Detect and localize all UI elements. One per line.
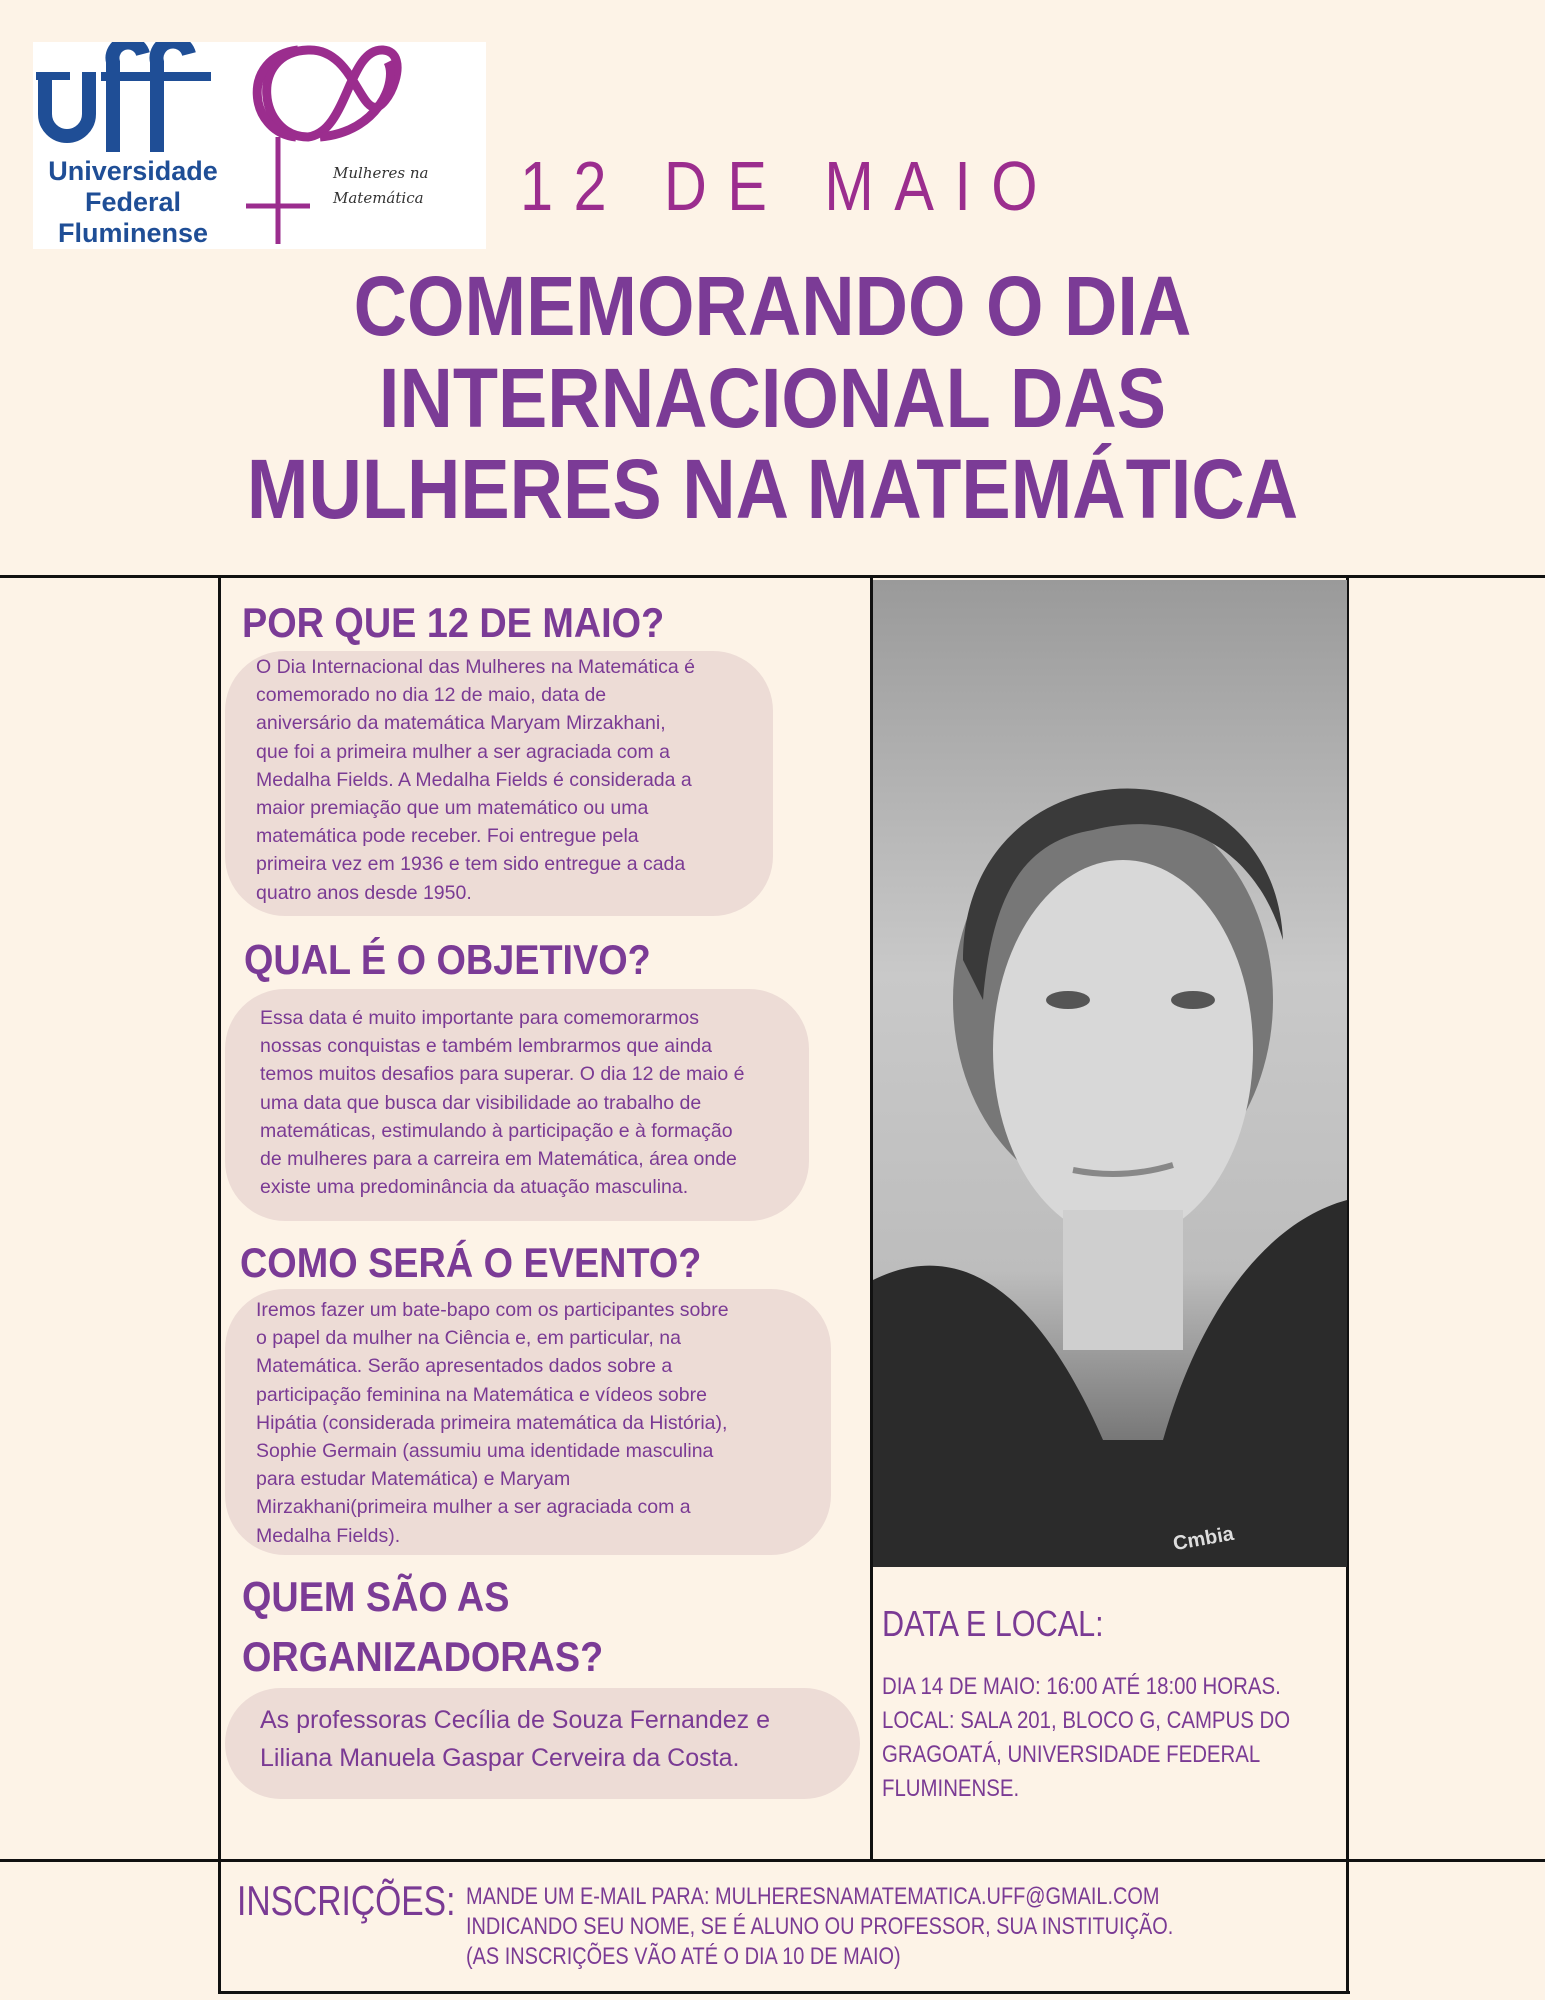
- registration-label: INSCRIÇÕES:: [237, 1877, 456, 1924]
- section-heading: QUEM SÃO AS ORGANIZADORAS?: [242, 1573, 604, 1680]
- uff-name-line: Universidade: [48, 156, 218, 186]
- mnm-logo-text: Matemática: [333, 189, 424, 207]
- section-heading: COMO SERÁ O EVENTO?: [240, 1239, 702, 1286]
- uff-name-line: Federal: [84, 187, 182, 217]
- divider: [0, 1859, 1545, 1862]
- date-location-heading: DATA E LOCAL:: [882, 1603, 1104, 1644]
- registration-details: [466, 1882, 1173, 1972]
- jacket-brand-text: Cmbia: [1171, 1522, 1236, 1556]
- logo-block: [33, 42, 486, 249]
- divider: [0, 575, 1545, 578]
- uff-logo-mark: [33, 42, 233, 152]
- date-location-text: DIA 14 DE MAIO: 16:00 ATÉ 18:00 HORAS. LOCAL: SALA 201, BLOCO G, CAMPUS DO GRAGOATÁ, UNIVERSIDADE FEDERAL FLUMINENSE.: [882, 1673, 1291, 1802]
- page-title-line: COMEMORANDO O DIA: [353, 259, 1192, 353]
- event-date: 12 DE MAIO: [520, 147, 1058, 225]
- section-text: O Dia Internacional das Mulheres na Matemática é comemorado no dia 12 de maio, data de aniversário da matemática Maryam Mirzakhani, que foi a primeira mulher a ser agraciada com a Medalha Fields. A Medalha Fields é considerada a maior premiação que um matemático ou uma matemática pode receber. Foi entregue pela primeira vez em 1936 e tem sido entregue a cada quatro anos desde 1950.: [256, 656, 695, 904]
- page-title-line: MULHERES NA MATEMÁTICA: [246, 442, 1299, 536]
- registration-info-line: INDICANDO SEU NOME, SE É ALUNO OU PROFESSOR, SUA INSTITUIÇÃO.: [466, 1913, 1174, 1940]
- uff-name-line: Fluminense: [57, 218, 209, 248]
- section-heading: POR QUE 12 DE MAIO?: [242, 599, 665, 646]
- divider: [219, 1991, 1350, 1994]
- registration-email-line[interactable]: MANDE UM E-MAIL PARA: MULHERESNAMATEMATICA.UFF@GMAIL.COM: [466, 1883, 1160, 1910]
- section-text: As professoras Cecília de Souza Fernandez e Liliana Manuela Gaspar Cerveira da Costa.: [260, 1706, 770, 1772]
- section-heading: QUAL É O OBJETIVO?: [244, 936, 651, 983]
- section-text: Iremos fazer um bate-bapo com os participantes sobre o papel da mulher na Ciência e, em particular, na Matemática. Serão apresentados dados sobre a participação feminina na Matemática e vídeos sobre Hipátia (considerada primeira matemática da História), Sophie Germain (assumiu uma identidade masculina para estudar Matemática) e Maryam Mirzakhani(primeira mulher a ser agraciada com a Medalha Fields).: [256, 1299, 729, 1547]
- portrait-silhouette: [873, 580, 1347, 1567]
- infinity-female-symbol-icon: [238, 42, 488, 249]
- section-text: Essa data é muito importante para comemorarmos nossas conquistas e também lembrarmos que ainda temos muitos desafios para superar. O dia 12 de maio é uma data que busca dar visibilidade ao trabalho de matemáticas, estimulando à participação e à formação de mulheres para a carreira em Matemática, área onde existe uma predominância da atuação masculina.: [260, 1007, 745, 1199]
- registration-deadline-line: (AS INSCRIÇÕES VÃO ATÉ O DIA 10 DE MAIO): [466, 1943, 901, 1970]
- divider: [218, 575, 221, 1994]
- mnm-logo-text: Mulheres na: [333, 164, 429, 182]
- page-title-line: INTERNACIONAL DAS: [378, 351, 1167, 445]
- portrait-photo: [873, 580, 1347, 1567]
